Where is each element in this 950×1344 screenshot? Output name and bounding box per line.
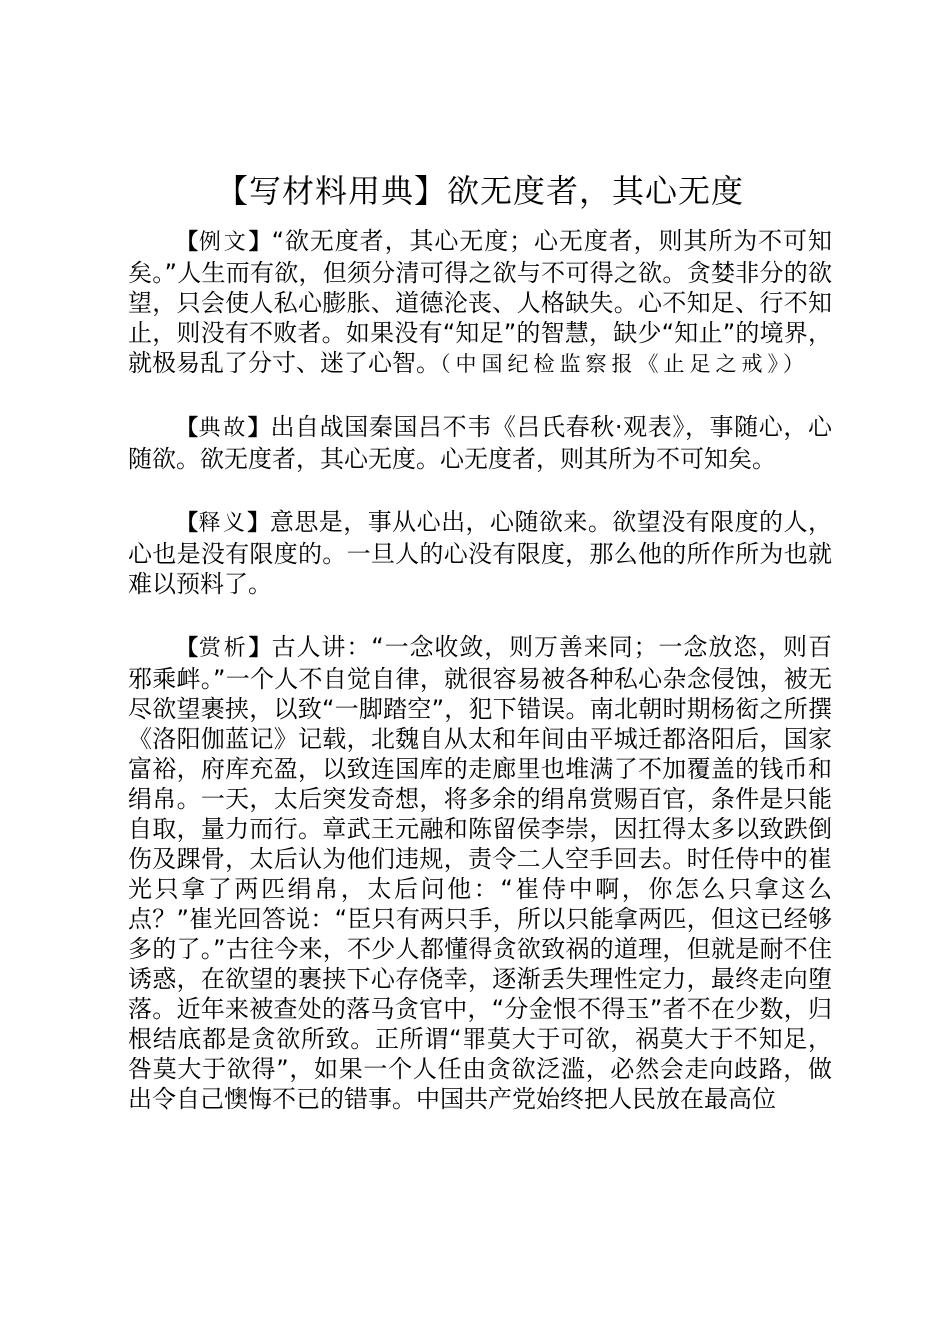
allusion-body: 出自战国秦国吕不韦《吕氏春秋·观表》，事随心，心随欲。欲无度者，其心无度。心无度者，则其所为不可知矣。 (128, 413, 832, 473)
allusion-paragraph (128, 412, 832, 474)
section-tag-appreciation: 【赏析】 (176, 636, 272, 661)
appreciation-paragraph (128, 632, 832, 1114)
meaning-body: 意思是，事从心出，心随欲来。欲望没有限度的人，心也是没有限度的。一旦人的心没有限度，那么他的所作所为也就难以预料了。 (128, 508, 832, 598)
example-paragraph (128, 226, 832, 379)
example-body: “欲无度者，其心无度；心无度者，则其所为不可知矣。”人生而有欲，但须分清可得之欲与不可得之欲。贪婪非分的欲望，只会使人私心膨胀、道德沦丧、人格缺失。心不知足、行不知止，则没有不败者。如果没有“知足”的智慧，缺少“知止”的境界，就极易乱了分寸、迷了心智。 (128, 227, 832, 377)
section-tag-meaning: 【释义】 (176, 511, 270, 536)
example-source: （中国纪检监察报《止足之戒》） (440, 352, 809, 376)
section-tag-example: 【例文】 (176, 230, 272, 255)
document-title: 【写材料用典】欲无度者，其心无度 (215, 172, 744, 210)
section-tag-allusion: 【典故】 (176, 416, 271, 441)
document-page (128, 168, 832, 1147)
meaning-paragraph (128, 507, 832, 599)
appreciation-body: 古人讲：“一念收敛，则万善来同；一念放恣，则百邪乘衅。”一个人不自觉自律，就很容易被各种私心杂念侵蚀，被无尽欲望裹挟，以致“一脚踏空”，犯下错误。南北朝时期杨衒之所撰《洛阳伽蓝记》记载，北魏自从太和年间由平城迁都洛阳后，国家富裕，府库充盈，以致连国库的走廊里也堆满了不加覆盖的钱币和绢帛。一天，太后突发奇想，将多余的绢帛赏赐百官，条件是只能自取，量力而行。章武王元融和陈留侯李崇，因扛得太多以致跌倒伤及踝骨，太后认为他们违规，责令二人空手回去。时任侍中的崔光只拿了两匹绢帛，太后问他：“崔侍中啊，你怎么只拿这么点？”崔光回答说：“臣只有两只手，所以只能拿两匹，但这已经够多的了。”古往今来，不少人都懂得贪欲致祸的道理，但就是耐不住诱惑，在欲望的裹挟下心存侥幸，逐渐丢失理性定力，最终走向堕落。近年来被查处的落马贪官中，“分金恨不得玉”者不在少数，归根结底都是贪欲所致。正所谓“罪莫大于可欲，祸莫大于不知足，咎莫大于欲得”，如果一个人任由贪欲泛滥，必然会走向歧路，做出令自己懊悔不已的错事。中国共产党始终把人民放在最高位 (128, 633, 832, 1113)
